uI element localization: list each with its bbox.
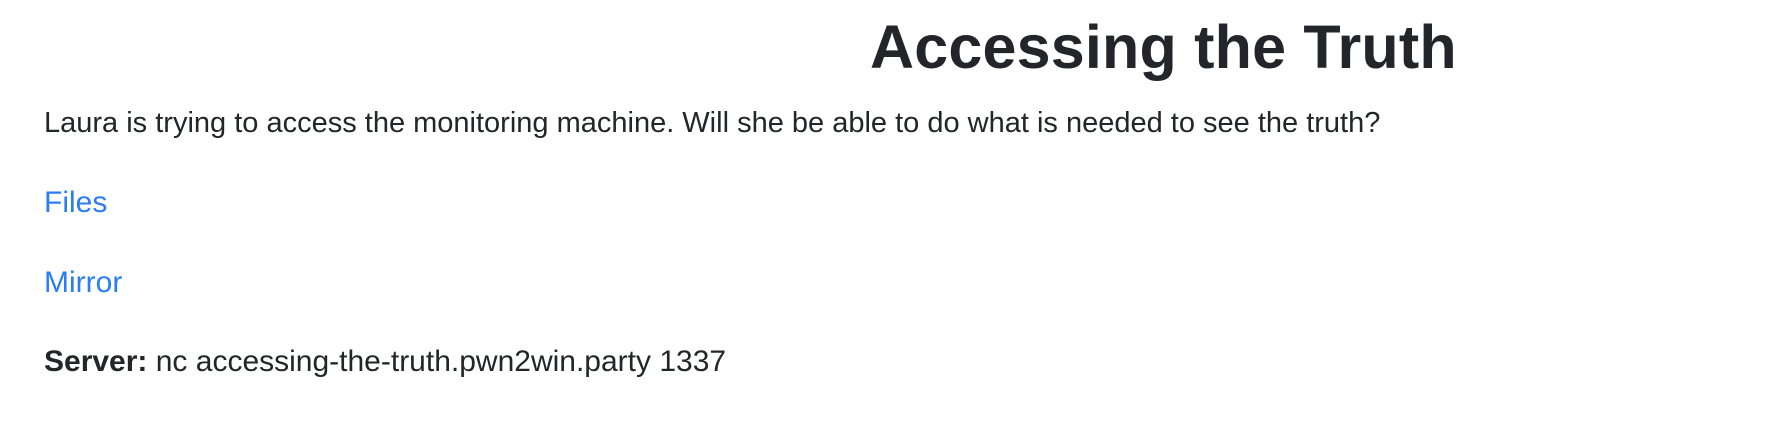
server-command: nc accessing-the-truth.pwn2win.party 1337 [155,345,727,378]
mirror-link[interactable]: Mirror [44,266,123,299]
page-title: Accessing the Truth [870,13,1457,81]
server-info [44,342,726,382]
server-label: Server: [44,345,148,378]
files-link[interactable]: Files [44,186,108,219]
challenge-description: Laura is trying to access the monitoring machine. Will she be able to do what is needed to see the truth? [44,107,1381,139]
